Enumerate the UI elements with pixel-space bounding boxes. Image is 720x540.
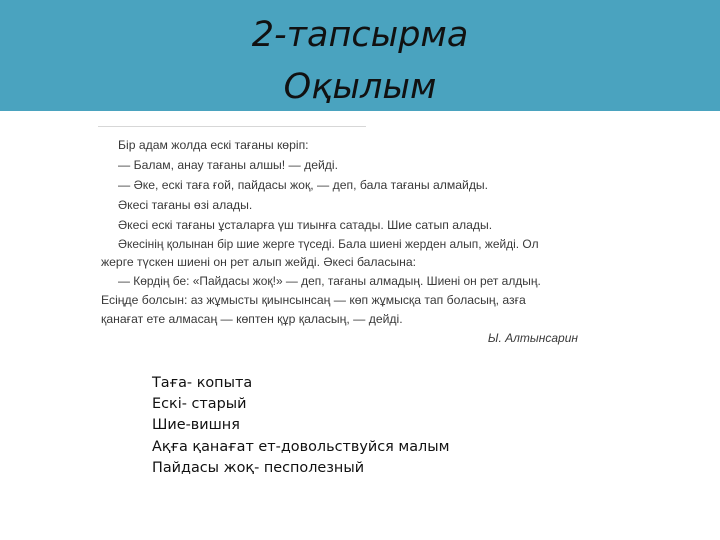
- reading-line: — Көрдің бе: «Пайдасы жоқ!» — деп, тағаны алмадың. Шиені он рет алдың.: [118, 274, 541, 288]
- text-divider: [98, 126, 366, 127]
- reading-line: — Балам, анау тағаны алшы! — дейді.: [118, 158, 339, 172]
- slide-subtitle: Оқылым: [283, 67, 437, 107]
- reading-line: Әкесі тағаны өзі алады.: [118, 198, 253, 212]
- vocabulary-item: Ақға қанағат ет-довольствуйся малым: [152, 438, 450, 455]
- author-signature: Ы. Алтынсарин: [487, 331, 578, 345]
- reading-line: Есіңде болсын: аз жұмысты қиынсынсаң — көп жұмысқа тап боласың, азға: [101, 293, 526, 307]
- vocabulary-item: Пайдасы жоқ- песполезный: [152, 459, 365, 476]
- vocabulary-list: [152, 373, 449, 479]
- vocabulary-item: Ескі- старый: [152, 396, 247, 413]
- reading-line: — Әке, ескі таға ғой, пайдасы жоқ, — деп, бала тағаны алмайды.: [118, 178, 489, 192]
- reading-line: Әкесінің қолынан бір шие жерге түседі. Бала шиені жерден алып, жейді. Ол: [118, 237, 539, 251]
- reading-text-image: [96, 126, 586, 346]
- reading-line: Әкесі ескі тағаны ұсталарға үш тиынға сатады. Шие сатып алады.: [118, 218, 493, 232]
- reading-line: Бір адам жолда ескі тағаны көріп:: [118, 138, 309, 152]
- reading-line: қанағат ете алмасаң — көптен құр қаласың, — дейді.: [101, 312, 403, 326]
- slide-title: 2-тапсырма: [251, 15, 469, 55]
- vocabulary-item: Таға- копыта: [152, 375, 253, 391]
- vocabulary-item: Шие-вишня: [152, 417, 240, 434]
- reading-line: жерге түскен шиені он рет алып жейді. Әкесі баласына:: [101, 255, 417, 269]
